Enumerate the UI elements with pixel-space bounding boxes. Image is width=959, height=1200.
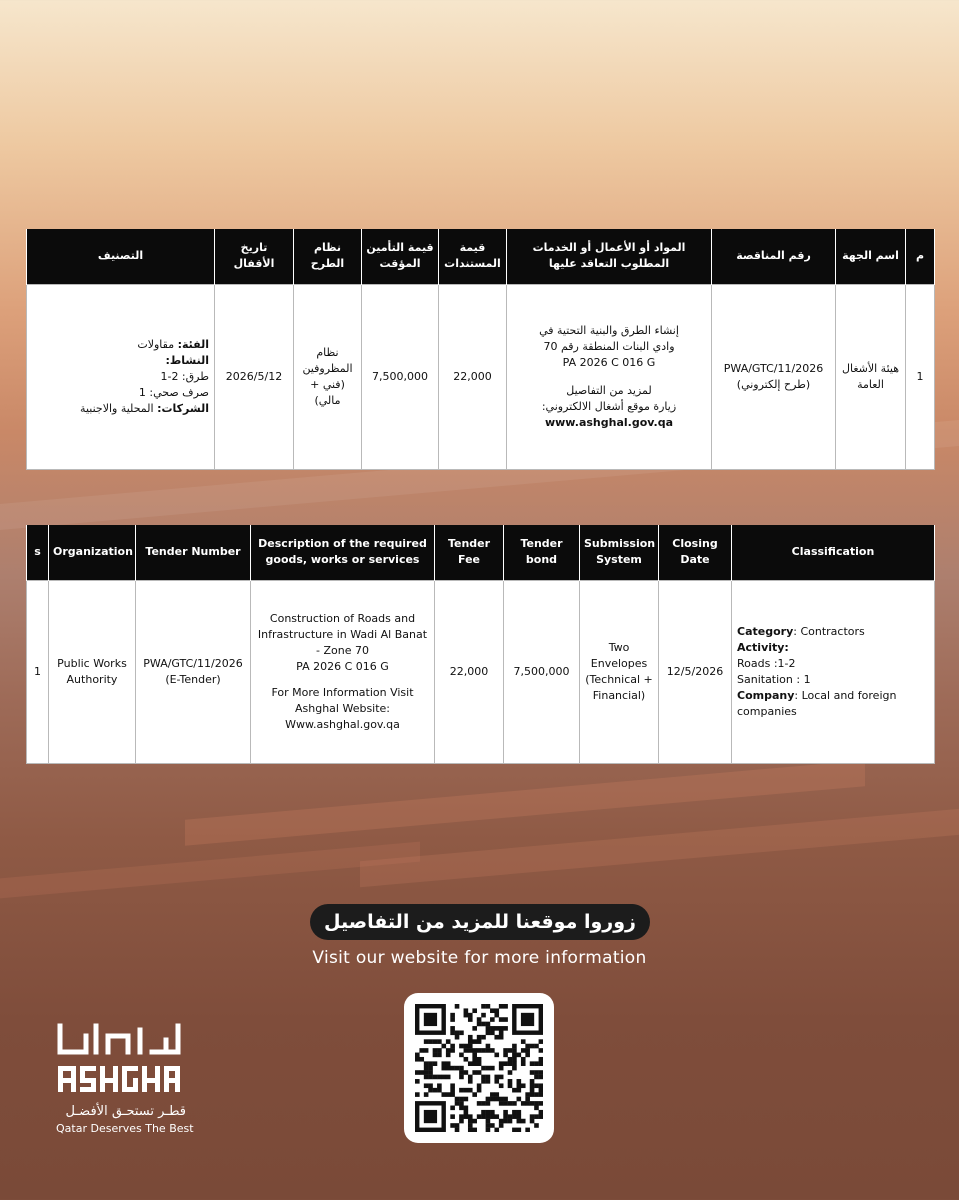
qr-code-icon — [415, 1004, 543, 1132]
header-system: نظام الطرح — [294, 229, 362, 284]
header-bond: Tender bond — [504, 525, 580, 580]
cell-description — [251, 580, 435, 764]
activity-sanitation: Sanitation : 1 — [737, 672, 811, 686]
table-header-row — [27, 525, 935, 580]
website-link[interactable]: www.ashghal.gov.qa — [544, 415, 674, 429]
activity-label: Activity: — [737, 640, 789, 654]
cell-entity: هيئة الأشغال العامة — [836, 284, 906, 470]
table-header-row — [27, 229, 935, 284]
header-tender-number: رقم المناقصة — [712, 229, 836, 284]
category-label: الفئة: — [177, 337, 209, 351]
desc-line: وادي البنات المنطقة رقم 70 — [543, 339, 675, 353]
tender-type: (طرح إلكتروني) — [736, 377, 811, 391]
cta-english: Visit our website for more information — [312, 948, 647, 968]
ashghal-logo — [56, 1022, 216, 1135]
cell-bond: 7,500,000 — [504, 580, 580, 764]
cell-closing-date: 12/5/2026 — [659, 580, 732, 764]
cell-num: 1 — [906, 284, 935, 470]
activity-roads: Roads :1-2 — [737, 656, 796, 670]
category-label: Category — [737, 624, 794, 638]
company-label: Company — [737, 688, 795, 702]
header-fee: Tender Fee — [435, 525, 504, 580]
website-link[interactable]: Www.ashghal.gov.qa — [285, 717, 400, 731]
cell-bond: 7,500,000 — [362, 284, 439, 470]
cell-classification — [27, 284, 215, 470]
desc-line: زيارة موقع أشغال الالكتروني: — [541, 399, 677, 413]
cell-tender-number — [712, 284, 836, 470]
header-bond: قيمة التأمين المؤقت — [362, 229, 439, 284]
header-description: Description of the required goods, works or services — [251, 525, 435, 580]
header-num: s — [27, 525, 49, 580]
activity-sanitation: صرف صحي: 1 — [138, 385, 209, 399]
company-value: المحلية والاجنبية — [80, 401, 158, 415]
header-system: Submission System — [580, 525, 659, 580]
header-entity: اسم الجهة — [836, 229, 906, 284]
header-closing-date: تاريخ الأقفال — [215, 229, 294, 284]
cell-fee: 22,000 — [439, 284, 507, 470]
cell-closing-date: 2026/5/12 — [215, 284, 294, 470]
company-value: : Local and foreign companies — [737, 688, 897, 718]
activity-label: النشاط: — [165, 353, 209, 367]
activity-roads: طرق: 2-1 — [160, 369, 209, 383]
company-label: الشركات: — [157, 401, 209, 415]
table-row — [27, 284, 935, 470]
header-closing-date: Closing Date — [659, 525, 732, 580]
category-value: : Contractors — [793, 624, 865, 638]
header-num: م — [906, 229, 935, 284]
logo-tagline-arabic: قطـر تستحـق الأفضـل — [65, 1104, 186, 1119]
tender-number: PWA/GTC/11/2026 — [143, 656, 243, 670]
ashghal-logo-mark — [56, 1022, 186, 1096]
cell-classification — [732, 580, 935, 764]
cell-fee: 22,000 — [435, 580, 504, 764]
header-tender-number: Tender Number — [136, 525, 251, 580]
logo-tagline-english: Qatar Deserves The Best — [56, 1122, 194, 1135]
cell-tender-number — [136, 580, 251, 764]
qr-code[interactable] — [404, 993, 554, 1143]
arabic-tender-table — [26, 229, 935, 470]
table-row — [27, 580, 935, 764]
decor-stripe — [0, 842, 420, 899]
desc-line: Construction of Roads and Infrastructure in Wadi Al Banat - Zone 70 — [257, 611, 428, 657]
header-fee: قيمة المستندات — [439, 229, 507, 284]
desc-line: لمزيد من التفاصيل — [566, 383, 652, 397]
desc-code: PA 2026 C 016 G — [562, 355, 656, 369]
category-value: مقاولات — [137, 337, 178, 351]
cell-system: Two Envelopes (Technical + Financial) — [580, 580, 659, 764]
cell-system: نظام المظروفين (فني + مالي) — [294, 284, 362, 470]
cell-num: 1 — [27, 580, 49, 764]
header-classification: Classification — [732, 525, 935, 580]
tender-type: (E-Tender) — [165, 672, 221, 686]
desc-line: إنشاء الطرق والبنية التحتية في — [539, 323, 679, 337]
tender-number: PWA/GTC/11/2026 — [723, 361, 824, 375]
header-classification: التصنيف — [27, 229, 215, 284]
header-organization: Organization — [49, 525, 136, 580]
cell-description — [507, 284, 712, 470]
english-tender-table — [26, 525, 935, 764]
cell-organization: Public Works Authority — [49, 580, 136, 764]
cta-arabic: زوروا موقعنا للمزيد من التفاصيل — [310, 904, 650, 940]
desc-line: For More Information Visit Ashghal Website: — [271, 685, 414, 715]
desc-code: PA 2026 C 016 G — [296, 659, 389, 673]
header-description: المواد أو الأعمال أو الخدمات المطلوب التعاقد عليها — [507, 229, 712, 284]
